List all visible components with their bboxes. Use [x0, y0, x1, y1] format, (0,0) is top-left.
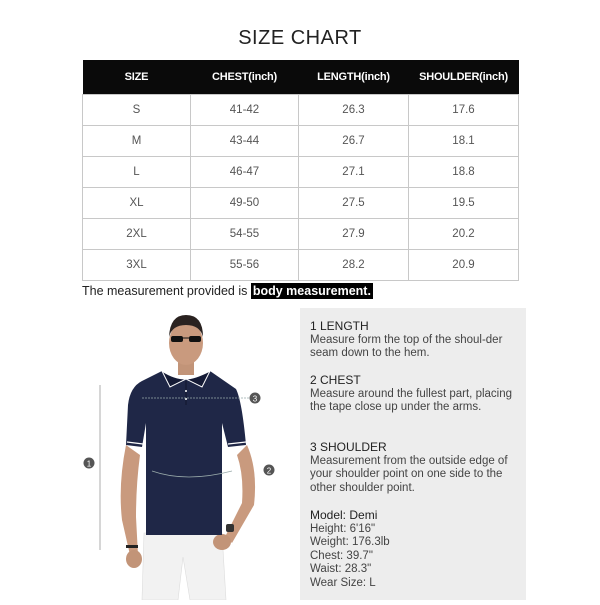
size-cell: 2XL — [83, 219, 191, 250]
length-cell: 28.2 — [299, 250, 409, 281]
shoulder-cell: 19.5 — [409, 188, 519, 219]
size-cell: XL — [83, 188, 191, 219]
model-wear-size: Wear Size: L — [310, 576, 376, 589]
chest-cell: 46-47 — [191, 157, 299, 188]
shoulder-cell: 20.2 — [409, 219, 519, 250]
left-arm — [121, 445, 140, 555]
length-cell: 27.1 — [299, 157, 409, 188]
sunglasses-left — [171, 336, 183, 342]
length-cell: 26.7 — [299, 126, 409, 157]
shoulder-cell: 17.6 — [409, 95, 519, 126]
length-section — [310, 320, 520, 361]
table-row — [83, 250, 519, 281]
sunglasses-right — [189, 336, 201, 342]
note-prefix: The measurement provided is — [82, 284, 251, 298]
chest-cell: 55-56 — [191, 250, 299, 281]
model-illustration — [82, 305, 300, 600]
column-header-size: SIZE — [83, 60, 191, 95]
marker-2-label: 2 — [266, 466, 272, 476]
page-title: SIZE CHART — [238, 27, 362, 49]
marker-1-label: 1 — [86, 459, 92, 469]
size-chart-table — [82, 60, 519, 281]
chest-section — [310, 374, 520, 415]
chest-cell: 54-55 — [191, 219, 299, 250]
table-row — [83, 95, 519, 126]
table-row — [83, 219, 519, 250]
size-cell: M — [83, 126, 191, 157]
shoulder-cell: 20.9 — [409, 250, 519, 281]
column-header-chest: CHEST(inch) — [191, 60, 299, 95]
column-header-length: LENGTH(inch) — [299, 60, 409, 95]
shoulder-text: Measurement from the outside edge of your shoulder point on one side to the other shoulder point. — [310, 454, 508, 494]
model-heading: Model: Demi — [310, 508, 378, 522]
chest-cell: 43-44 — [191, 126, 299, 157]
chest-cell: 41-42 — [191, 95, 299, 126]
model-photo — [82, 305, 300, 600]
measurement-note — [82, 284, 373, 298]
table-row — [83, 126, 519, 157]
size-cell: L — [83, 157, 191, 188]
model-info — [310, 509, 520, 590]
table-header-row — [83, 60, 519, 95]
table-row — [83, 188, 519, 219]
size-cell: S — [83, 95, 191, 126]
watch — [226, 524, 234, 532]
column-header-shoulder: SHOULDER(inch) — [409, 60, 519, 95]
chest-heading: 2 CHEST — [310, 373, 361, 387]
model-chest: Chest: 39.7" — [310, 549, 373, 562]
description-panel — [300, 308, 526, 600]
shoulder-cell: 18.8 — [409, 157, 519, 188]
chest-text: Measure around the fullest part, placing the tape close up under the arms. — [310, 387, 513, 413]
size-cell: 3XL — [83, 250, 191, 281]
shoulder-heading: 3 SHOULDER — [310, 440, 387, 454]
length-cell: 27.5 — [299, 188, 409, 219]
length-heading: 1 LENGTH — [310, 319, 369, 333]
model-weight: Weight: 176.3lb — [310, 536, 390, 548]
length-text: Measure form the top of the shoul-der seam down to the hem. — [310, 333, 503, 359]
model-waist: Waist: 28.3" — [310, 563, 372, 575]
note-highlight: body measurement. — [252, 284, 371, 298]
shoulder-cell: 18.1 — [409, 126, 519, 157]
table-row — [83, 157, 519, 188]
right-hand — [213, 534, 231, 550]
bracelet — [126, 545, 138, 548]
length-cell: 26.3 — [299, 95, 409, 126]
model-height: Height: 6'16" — [310, 522, 376, 535]
chest-cell: 49-50 — [191, 188, 299, 219]
marker-3-label: 3 — [252, 394, 258, 404]
left-hand — [126, 550, 142, 568]
length-cell: 27.9 — [299, 219, 409, 250]
shoulder-section — [310, 441, 520, 495]
